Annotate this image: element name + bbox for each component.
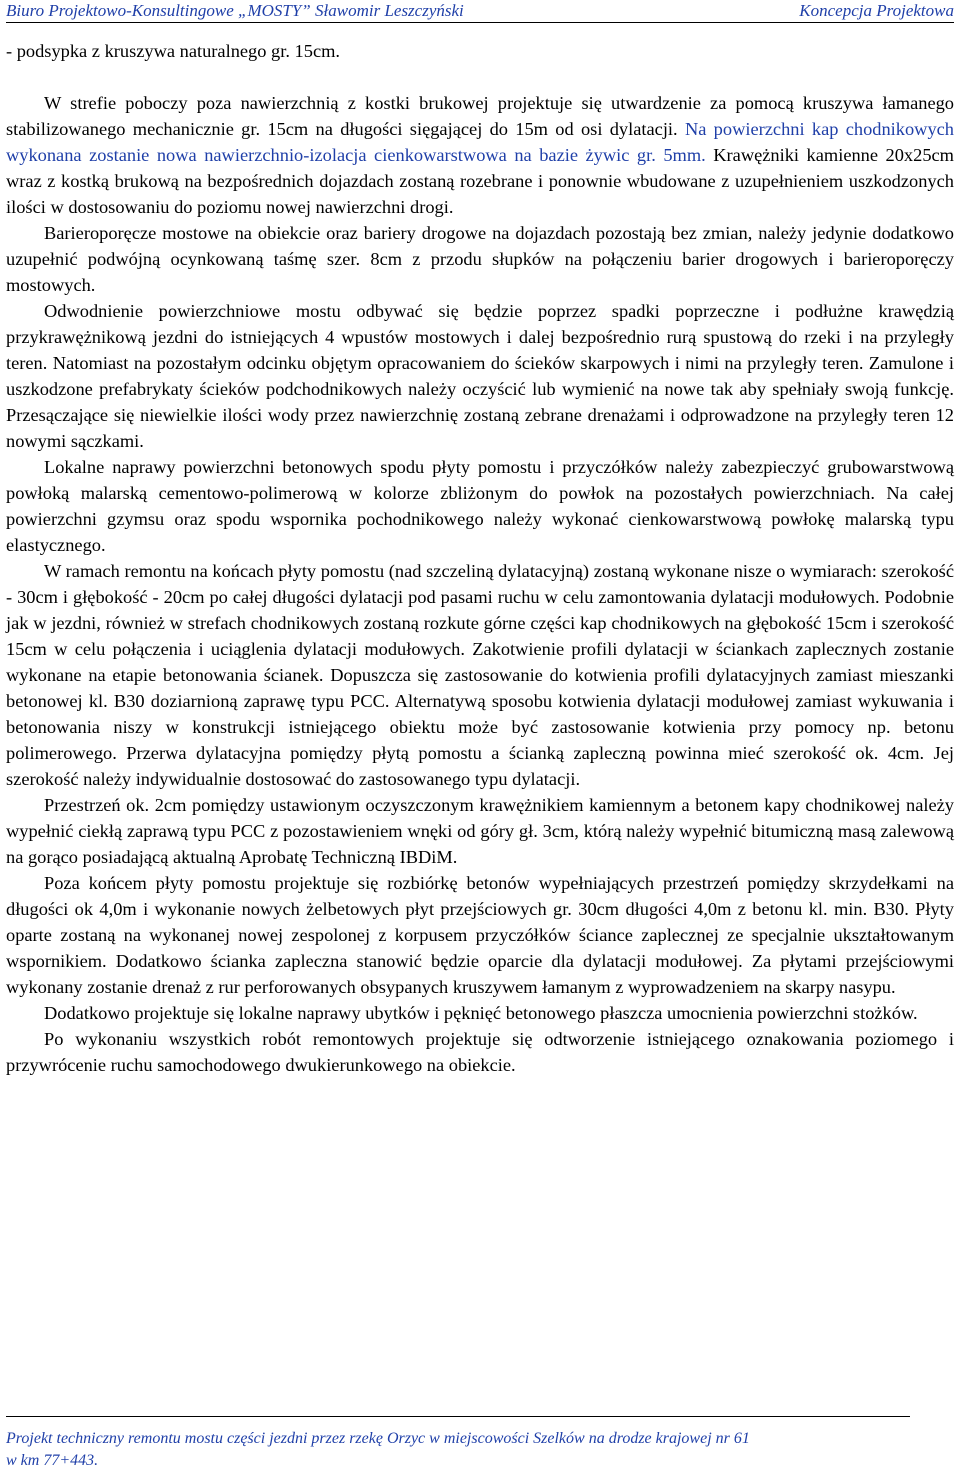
paragraph-4 — [6, 454, 954, 558]
text-segment: W strefie poboczy poza nawierzchnią z kostki brukowej projektuje się utwardzenie za pomocą kruszywa łamanego stabilizowanego mechanicznie gr. 15cm na długości sięgającej do 15m od osi dylatacji. — [6, 93, 954, 139]
text-segment: W ramach remontu na końcach płyty pomostu (nad szczeliną dylatacyjną) zostaną wykonane nisze o wymiarach: szerokość - 30cm i głębokość - 20cm po całej długości dylatacji pod pasami ruchu w celu zamontowania dylatacji modułowych. Podobnie jak w jezdni, również w strefach chodnikowych zostaną rozkute górne części kap chodnikowych na głębokość 15cm i szerokość 15cm w celu połączenia i uciąglenia dylatacji modułowych. Zakotwienie profili dylatacji w ściankach zaplecznych zostanie wykonane na etapie betonowania ścianek. Dopuszcza się zastosowanie do kotwienia profili dylatacyjnych zamiast mieszanki betonowej kl. B30 doziarnioną zaprawę typu PCC. Alternatywą sposobu kotwienia dylatacji modułowej zamiast wykuwania i betonowania niszy w konstrukcji istniejącego obiektu może być zastosowanie kotwienia przy pomocy np. betonu polimerowego. Przerwa dylatacyjna pomiędzy płytą pomostu a ścianką zapleczną powinna mieć szerokość ok. 4cm. Jej szerokość należy indywidualnie dostosować do zastosowanego typu dylatacji. — [6, 561, 954, 789]
footer-project-km: w km 77+443. — [6, 1452, 99, 1469]
page-footer — [6, 1428, 954, 1472]
text-segment: Przestrzeń ok. 2cm pomiędzy ustawionym oczyszczonym krawężnikiem kamiennym a betonem kapy chodnikowej należy wypełnić ciekłą zaprawą typu PCC z pozostawieniem wnęki od góry gł. 3cm, którą należy wypełnić bitumiczną masą zalewową na gorąco posiadającą aktualną Aprobatę Techniczną IBDiM. — [6, 795, 954, 867]
paragraph-8 — [6, 1000, 954, 1026]
header-doc-type: Koncepcja Projektowa — [799, 1, 954, 20]
paragraph-5 — [6, 558, 954, 792]
text-segment: Dodatkowo projektuje się lokalne naprawy ubytków i pęknięć betonowego płaszcza umocnienia powierzchni stożków. — [44, 1003, 918, 1023]
footer-divider — [6, 1416, 910, 1417]
paragraph-7 — [6, 870, 954, 1000]
text-segment: Lokalne naprawy powierzchni betonowych spodu płyty pomostu i przyczółków należy zabezpieczyć grubowarstwową powłoką malarską cementowo-polimerową w kolorze zbliżonym do powłok na pozostałych powierzchniach. Na całej powierzchni gzymsu oraz spodu wspornika pochodnikowego należy wykonać cienkowarstwową powłokę malarską typu elastycznego. — [6, 457, 954, 555]
text-segment: Krawężniki kamienne 20x25cm wraz z kostką brukową na bezpośrednich dojazdach zostaną rozebrane i ponownie wbudowane z uzupełnieniem uszkodzonych ilości w dostosowaniu do poziomu nowej nawierzchni drogi. — [6, 145, 954, 217]
paragraph-1 — [6, 90, 954, 220]
paragraph-3 — [6, 298, 954, 454]
text-segment: Odwodnienie powierzchniowe mostu odbywać się będzie poprzez spadki poprzeczne i podłużne krawędzią przykrawężnikową jezdni do istniejących 4 wpustów mostowych i dalej bezpośrednio rurą spustową do rzeki i na przyległy teren. Natomiast na pozostałym odcinku objętym opracowaniem do ścieków skarpowych i nimi na przyległy teren. Zamulone i uszkodzone prefabrykaty ścieków podchodnikowych należy oczyścić lub wymienić na nowe tak aby spełniały swoją funkcję. Przesączające się niewielkie ilości wody przez nawierzchnię zostaną zebrane drenażami i odprowadzone na przyległy teren 12 nowymi sączkami. — [6, 301, 954, 451]
paragraph-0 — [6, 38, 954, 64]
document-body — [6, 38, 954, 1078]
paragraph-9 — [6, 1026, 954, 1078]
footer-project-title: Projekt techniczny remontu mostu części jezdni przez rzekę Orzyc w miejscowości Szelków na drodze krajowej nr 61 — [6, 1430, 750, 1447]
paragraph-2 — [6, 220, 954, 298]
text-segment: Poza końcem płyty pomostu projektuje się rozbiórkę betonów wypełniających przestrzeń pomiędzy skrzydełkami na długości ok 4,0m i wykonanie nowych żelbetowych płyt przejściowych gr. 30cm długości 4,0m z betonu kl. min. B30. Płyty oparte zostaną na wykonanej nowej zespolonej z korpusem przyczółków ściance zaplecznej ze specjalnie ukształtowanym wspornikiem. Dodatkowo ścianka zapleczna stanowić będzie oparcie dla dylatacji modułowej. Za płytami przejściowymi wykonany zostanie drenaż z rur perforowanych obsypanych kruszywem łamanym z wyprowadzeniem na skarpy nasypu. — [6, 873, 954, 997]
header-company: Biuro Projektowo-Konsultingowe „MOSTY” Sławomir Leszczyński — [6, 1, 464, 20]
text-segment: Barieroporęcze mostowe na obiekcie oraz bariery drogowe na dojazdach pozostają bez zmian, należy jedynie dodatkowo uzupełnić podwójną ocynkowaną taśmę szer. 8cm z przodu słupków na połączeniu barier drogowych i barieroporęczy mostowych. — [6, 223, 954, 295]
page-header — [6, 0, 954, 23]
text-segment: - podsypka z kruszywa naturalnego gr. 15cm. — [6, 41, 341, 61]
paragraph-6 — [6, 792, 954, 870]
text-segment: Po wykonaniu wszystkich robót remontowych projektuje się odtworzenie istniejącego oznakowania poziomego i przywrócenie ruchu samochodowego dwukierunkowego na obiekcie. — [6, 1029, 954, 1075]
text-segment-highlighted: Na powierzchni kap chodnikowych wykonana zostanie nowa nawierzchnio-izolacja cienkowarstwowa na bazie żywic gr. 5mm. — [6, 119, 954, 165]
